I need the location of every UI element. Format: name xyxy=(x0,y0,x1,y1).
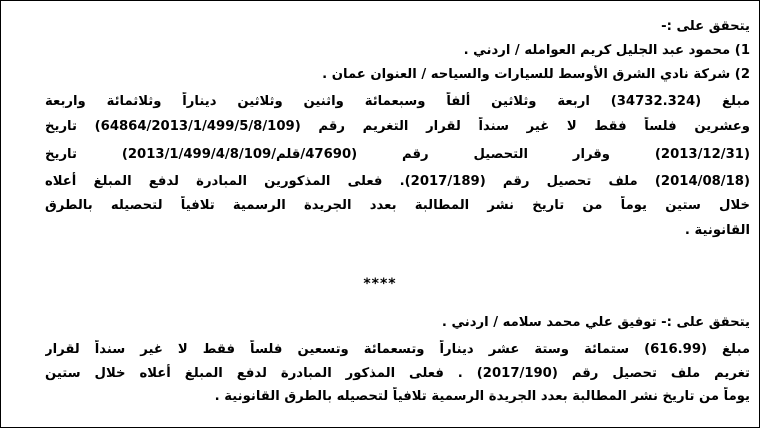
notice1-body-line: القانونية . xyxy=(684,223,750,238)
notice1-body-line: وعشرين فلساً فقط لا غير سنداً لقرار التغريم رقم (64864/2013/1/499/5/8/109) تاريخ xyxy=(45,119,750,134)
notice1-body-line: خلال ستين يوماً من تاريخ نشر المطالبة بعدد الجريدة الرسمية تلافياً لتحصيله بالطرق xyxy=(45,198,750,213)
notice2-body-line: يوماً من تاريخ نشر المطالبة بعدد الجريدة الرسمية تلافياً لتحصيله بالطرق القانونية . xyxy=(214,389,750,404)
notice2-body-line: مبلغ (616.99) ستمائة وستة عشر ديناراً وتسعمائة وتسعين فلساً فقط لا غير سنداً لقرار xyxy=(45,342,750,357)
notice2-heading: يتحقق على :- توفيق علي محمد سلامه / اردني . xyxy=(441,315,750,330)
notice1-debtor-2: 2) شركة نادي الشرق الأوسط للسيارات والسياحه / العنوان عمان . xyxy=(322,67,750,82)
notice1-heading: يتحقق على :- xyxy=(661,19,750,34)
section-separator: **** xyxy=(363,276,397,292)
notice1-body-line: (2013/12/31) وقرار التحصيل رقم (47690/قلم/2013/1/499/4/8/109) تاريخ xyxy=(45,147,750,162)
notice2-body-line: تغريم ملف تحصيل رقم (2017/190) . فعلى المذكور المبادرة لدفع المبلغ أعلاه خلال ستين xyxy=(45,366,750,381)
notice1-debtor-1: 1) محمود عبد الجليل كريم العوامله / اردني . xyxy=(463,43,750,58)
notice1-body-line: مبلغ (34732.324) اربعة وثلاثين ألفاً وسبعمائة واثنين وثلاثين ديناراً وثلاثمائة واربعة xyxy=(45,94,750,109)
notice1-body-line: (2014/08/18) ملف تحصيل رقم (2017/189). فعلى المذكورين المبادرة لدفع المبلغ أعلاه xyxy=(45,174,750,189)
